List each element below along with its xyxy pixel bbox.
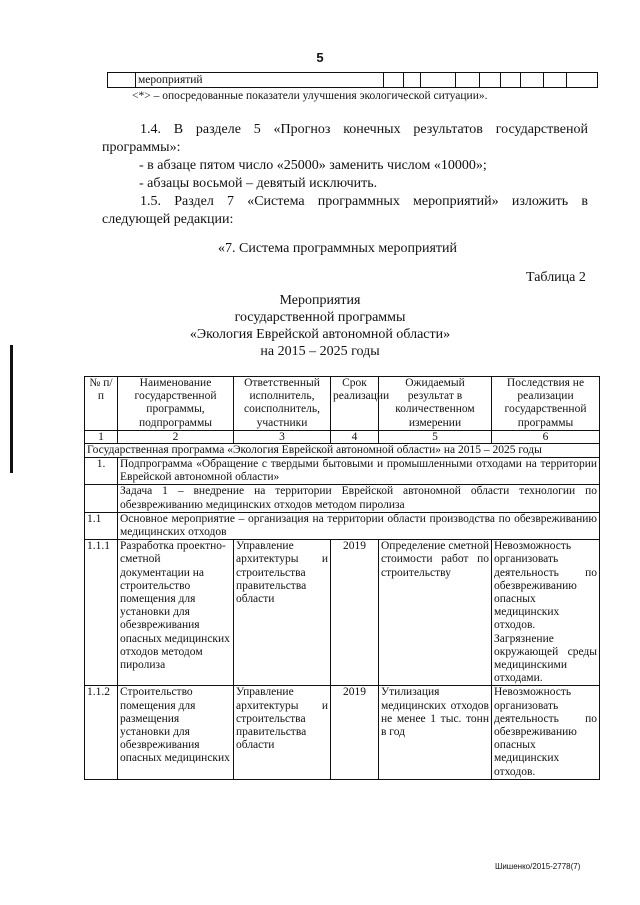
row-result: Утилизация медицинских отходов не менее 1 тыс. тонн в год [379, 686, 492, 779]
continued-row-text: мероприятий [138, 74, 203, 86]
subprogram-row [85, 458, 600, 485]
paragraph-1-5-line2: следующей редакции: [102, 212, 234, 227]
paragraph-1-4-line2: программы»: [102, 140, 181, 155]
column-number: 3 [234, 430, 331, 443]
row-year: 2019 [331, 686, 379, 779]
measures-table [84, 376, 600, 780]
main-event-number: 1.1 [85, 512, 118, 539]
table-title-line: «Экология Еврейской автономной области» [189, 327, 451, 342]
task-row [85, 485, 600, 512]
subprogram-number: 1. [85, 458, 118, 485]
continued-table-row [107, 72, 598, 88]
column-number: 6 [492, 430, 600, 443]
table-row [85, 686, 600, 779]
row-year: 2019 [331, 540, 379, 686]
paragraph-bullet-2: - абзацы восьмой – девятый исключить. [139, 176, 378, 191]
program-row [85, 443, 600, 457]
table-title-line: Мероприятия [279, 293, 361, 308]
table-title-line: государственной программы [234, 310, 406, 325]
table-title [160, 292, 480, 360]
row-name: Строительство помещения для размещения установки для обезвреживания опасных медицинских [118, 686, 234, 779]
footnote: <*> – опосредованные показатели улучшения экологической ситуации». [132, 90, 488, 102]
row-number: 1.1.2 [85, 686, 118, 779]
column-number: 2 [118, 430, 234, 443]
row-number: 1.1.1 [85, 540, 118, 686]
header-cell: Срок реализации [331, 377, 379, 431]
margin-mark [10, 345, 13, 473]
table-header-row [85, 377, 600, 431]
column-number: 5 [379, 430, 492, 443]
task-empty-cell [85, 485, 118, 512]
task-text: Задача 1 – внедрение на территории Еврейской автономной области технологии по обезвреживанию медицинских отходов методом пиролиза [118, 485, 600, 512]
header-cell: Ответственный исполнитель, соисполнитель, участники [234, 377, 331, 431]
paragraph-1-5-line1: 1.5. Раздел 7 «Система программных мероприятий» изложить в [140, 194, 588, 209]
column-number-row [85, 430, 600, 443]
main-event-row [85, 512, 600, 539]
column-number: 1 [85, 430, 118, 443]
table-row [85, 540, 600, 686]
paragraph-bullet-1: - в абзаце пятом число «25000» заменить числом «10000»; [139, 158, 487, 173]
table-title-line: на 2015 – 2025 годы [260, 344, 380, 359]
row-name: Разработка проектно-сметной документации на строительство помещения для установки для обезвреживания опасных медицинских отходов методом пиролиза [118, 540, 234, 686]
section-heading: «7. Система программных мероприятий [218, 241, 458, 256]
document-code: Шишенко/2015-2778(7) [495, 862, 581, 871]
header-cell: Последствия не реализации государственной программы [492, 377, 600, 431]
row-executor: Управление архитектуры и строительства правительства области [234, 540, 331, 686]
header-cell: Наименование государственной программы, подпрограммы [118, 377, 234, 431]
header-cell: № п/п [85, 377, 118, 431]
table-label: Таблица 2 [526, 270, 586, 285]
main-event-text: Основное мероприятие – организация на территории области производства по обезвреживанию медицинских отходов [118, 512, 600, 539]
row-consequence: Невозможность организовать деятельность по обезвреживанию опасных медицинских отходов. Загрязнение окружающей среды медицинскими отходами. [492, 540, 600, 686]
column-number: 4 [331, 430, 379, 443]
row-result: Определение сметной стоимости работ по строительству [379, 540, 492, 686]
row-executor: Управление архитектуры и строительства правительства области [234, 686, 331, 779]
program-cell: Государственная программа «Экология Еврейской автономной области» на 2015 – 2025 годы [85, 443, 600, 457]
header-cell: Ожидаемый результат в количественном измерении [379, 377, 492, 431]
subprogram-text: Подпрограмма «Обращение с твердыми бытовыми и промышленными отходами на территории Еврейской автономной области» [118, 458, 600, 485]
paragraph-1-4-line1: 1.4. В разделе 5 «Прогноз конечных результатов государственой [140, 122, 588, 137]
row-consequence: Невозможность организовать деятельность по обезвреживанию опасных медицинских отходов. [492, 686, 600, 779]
page-number: 5 [316, 50, 324, 65]
